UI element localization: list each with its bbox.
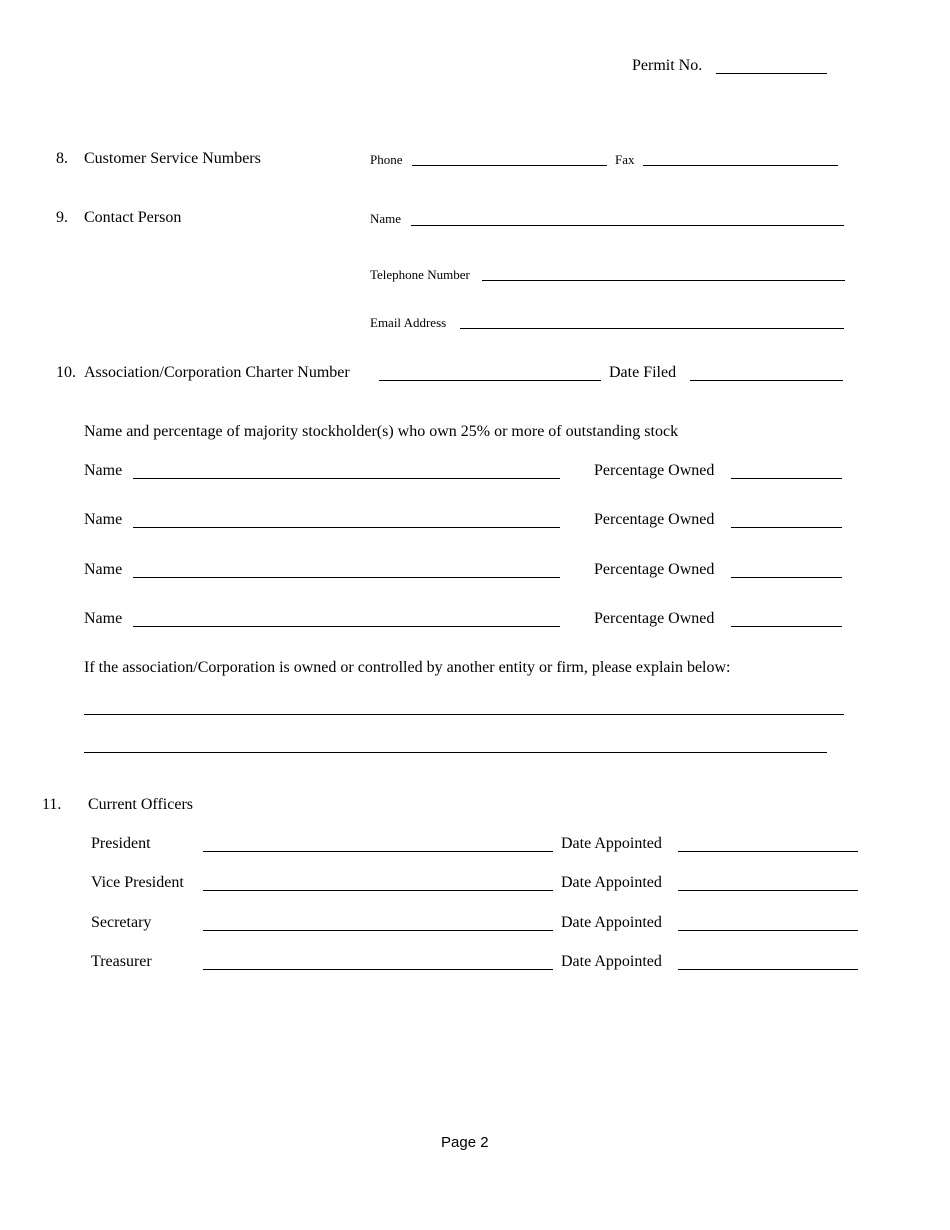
percentage-owned-field[interactable] <box>731 577 842 578</box>
ownership-explanation-prompt: If the association/Corporation is owned or controlled by another entity or firm, please explain below: <box>84 659 731 676</box>
charter-number-heading: Association/Corporation Charter Number <box>84 364 350 381</box>
date-appointed-label: Date Appointed <box>561 914 662 931</box>
officer-role-secretary: Secretary <box>91 914 152 931</box>
current-officers-heading: Current Officers <box>88 796 193 813</box>
stockholder-name-label: Name <box>84 462 123 479</box>
date-appointed-label: Date Appointed <box>561 874 662 891</box>
percentage-owned-label: Percentage Owned <box>594 561 715 578</box>
date-appointed-label: Date Appointed <box>561 835 662 852</box>
percentage-owned-label: Percentage Owned <box>594 511 715 528</box>
stockholder-name-field[interactable] <box>133 527 560 528</box>
percentage-owned-label: Percentage Owned <box>594 610 715 627</box>
ownership-explanation-line-2[interactable] <box>84 752 827 753</box>
stockholder-name-label: Name <box>84 561 123 578</box>
stockholder-name-field[interactable] <box>133 577 560 578</box>
customer-service-numbers-heading: Customer Service Numbers <box>84 150 261 167</box>
date-appointed-label: Date Appointed <box>561 953 662 970</box>
secretary-name-field[interactable] <box>203 930 553 931</box>
fax-field[interactable] <box>643 165 838 166</box>
officer-role-vice-president: Vice President <box>91 874 184 891</box>
percentage-owned-field[interactable] <box>731 478 842 479</box>
vice-president-date-appointed-field[interactable] <box>678 890 858 891</box>
section-8-number: 8. <box>56 150 68 167</box>
email-address-field[interactable] <box>460 328 844 329</box>
permit-number-label: Permit No. <box>632 57 703 74</box>
charter-number-field[interactable] <box>379 380 601 381</box>
president-name-field[interactable] <box>203 851 553 852</box>
section-10-number: 10. <box>56 364 76 381</box>
vice-president-name-field[interactable] <box>203 890 553 891</box>
permit-number-field[interactable] <box>716 73 827 74</box>
stockholder-name-field[interactable] <box>133 626 560 627</box>
date-filed-field[interactable] <box>690 380 843 381</box>
phone-label: Phone <box>370 152 403 167</box>
telephone-number-field[interactable] <box>482 280 845 281</box>
date-filed-label: Date Filed <box>609 364 677 381</box>
treasurer-date-appointed-field[interactable] <box>678 969 858 970</box>
phone-field[interactable] <box>412 165 607 166</box>
stockholder-name-label: Name <box>84 610 123 627</box>
contact-name-label: Name <box>370 211 402 226</box>
stockholders-instructions: Name and percentage of majority stockholder(s) who own 25% or more of outstanding stock <box>84 423 679 440</box>
section-9-number: 9. <box>56 209 68 226</box>
officer-role-president: President <box>91 835 151 852</box>
percentage-owned-field[interactable] <box>731 527 842 528</box>
page-number: Page 2 <box>441 1134 489 1151</box>
fax-label: Fax <box>615 152 635 167</box>
stockholder-name-label: Name <box>84 511 123 528</box>
percentage-owned-label: Percentage Owned <box>594 462 715 479</box>
section-11-number: 11. <box>42 796 62 813</box>
contact-name-field[interactable] <box>411 225 844 226</box>
contact-person-heading: Contact Person <box>84 209 182 226</box>
president-date-appointed-field[interactable] <box>678 851 858 852</box>
treasurer-name-field[interactable] <box>203 969 553 970</box>
stockholder-name-field[interactable] <box>133 478 560 479</box>
telephone-number-label: Telephone Number <box>370 267 470 282</box>
percentage-owned-field[interactable] <box>731 626 842 627</box>
officer-role-treasurer: Treasurer <box>91 953 152 970</box>
ownership-explanation-line-1[interactable] <box>84 714 844 715</box>
email-address-label: Email Address <box>370 315 447 330</box>
secretary-date-appointed-field[interactable] <box>678 930 858 931</box>
